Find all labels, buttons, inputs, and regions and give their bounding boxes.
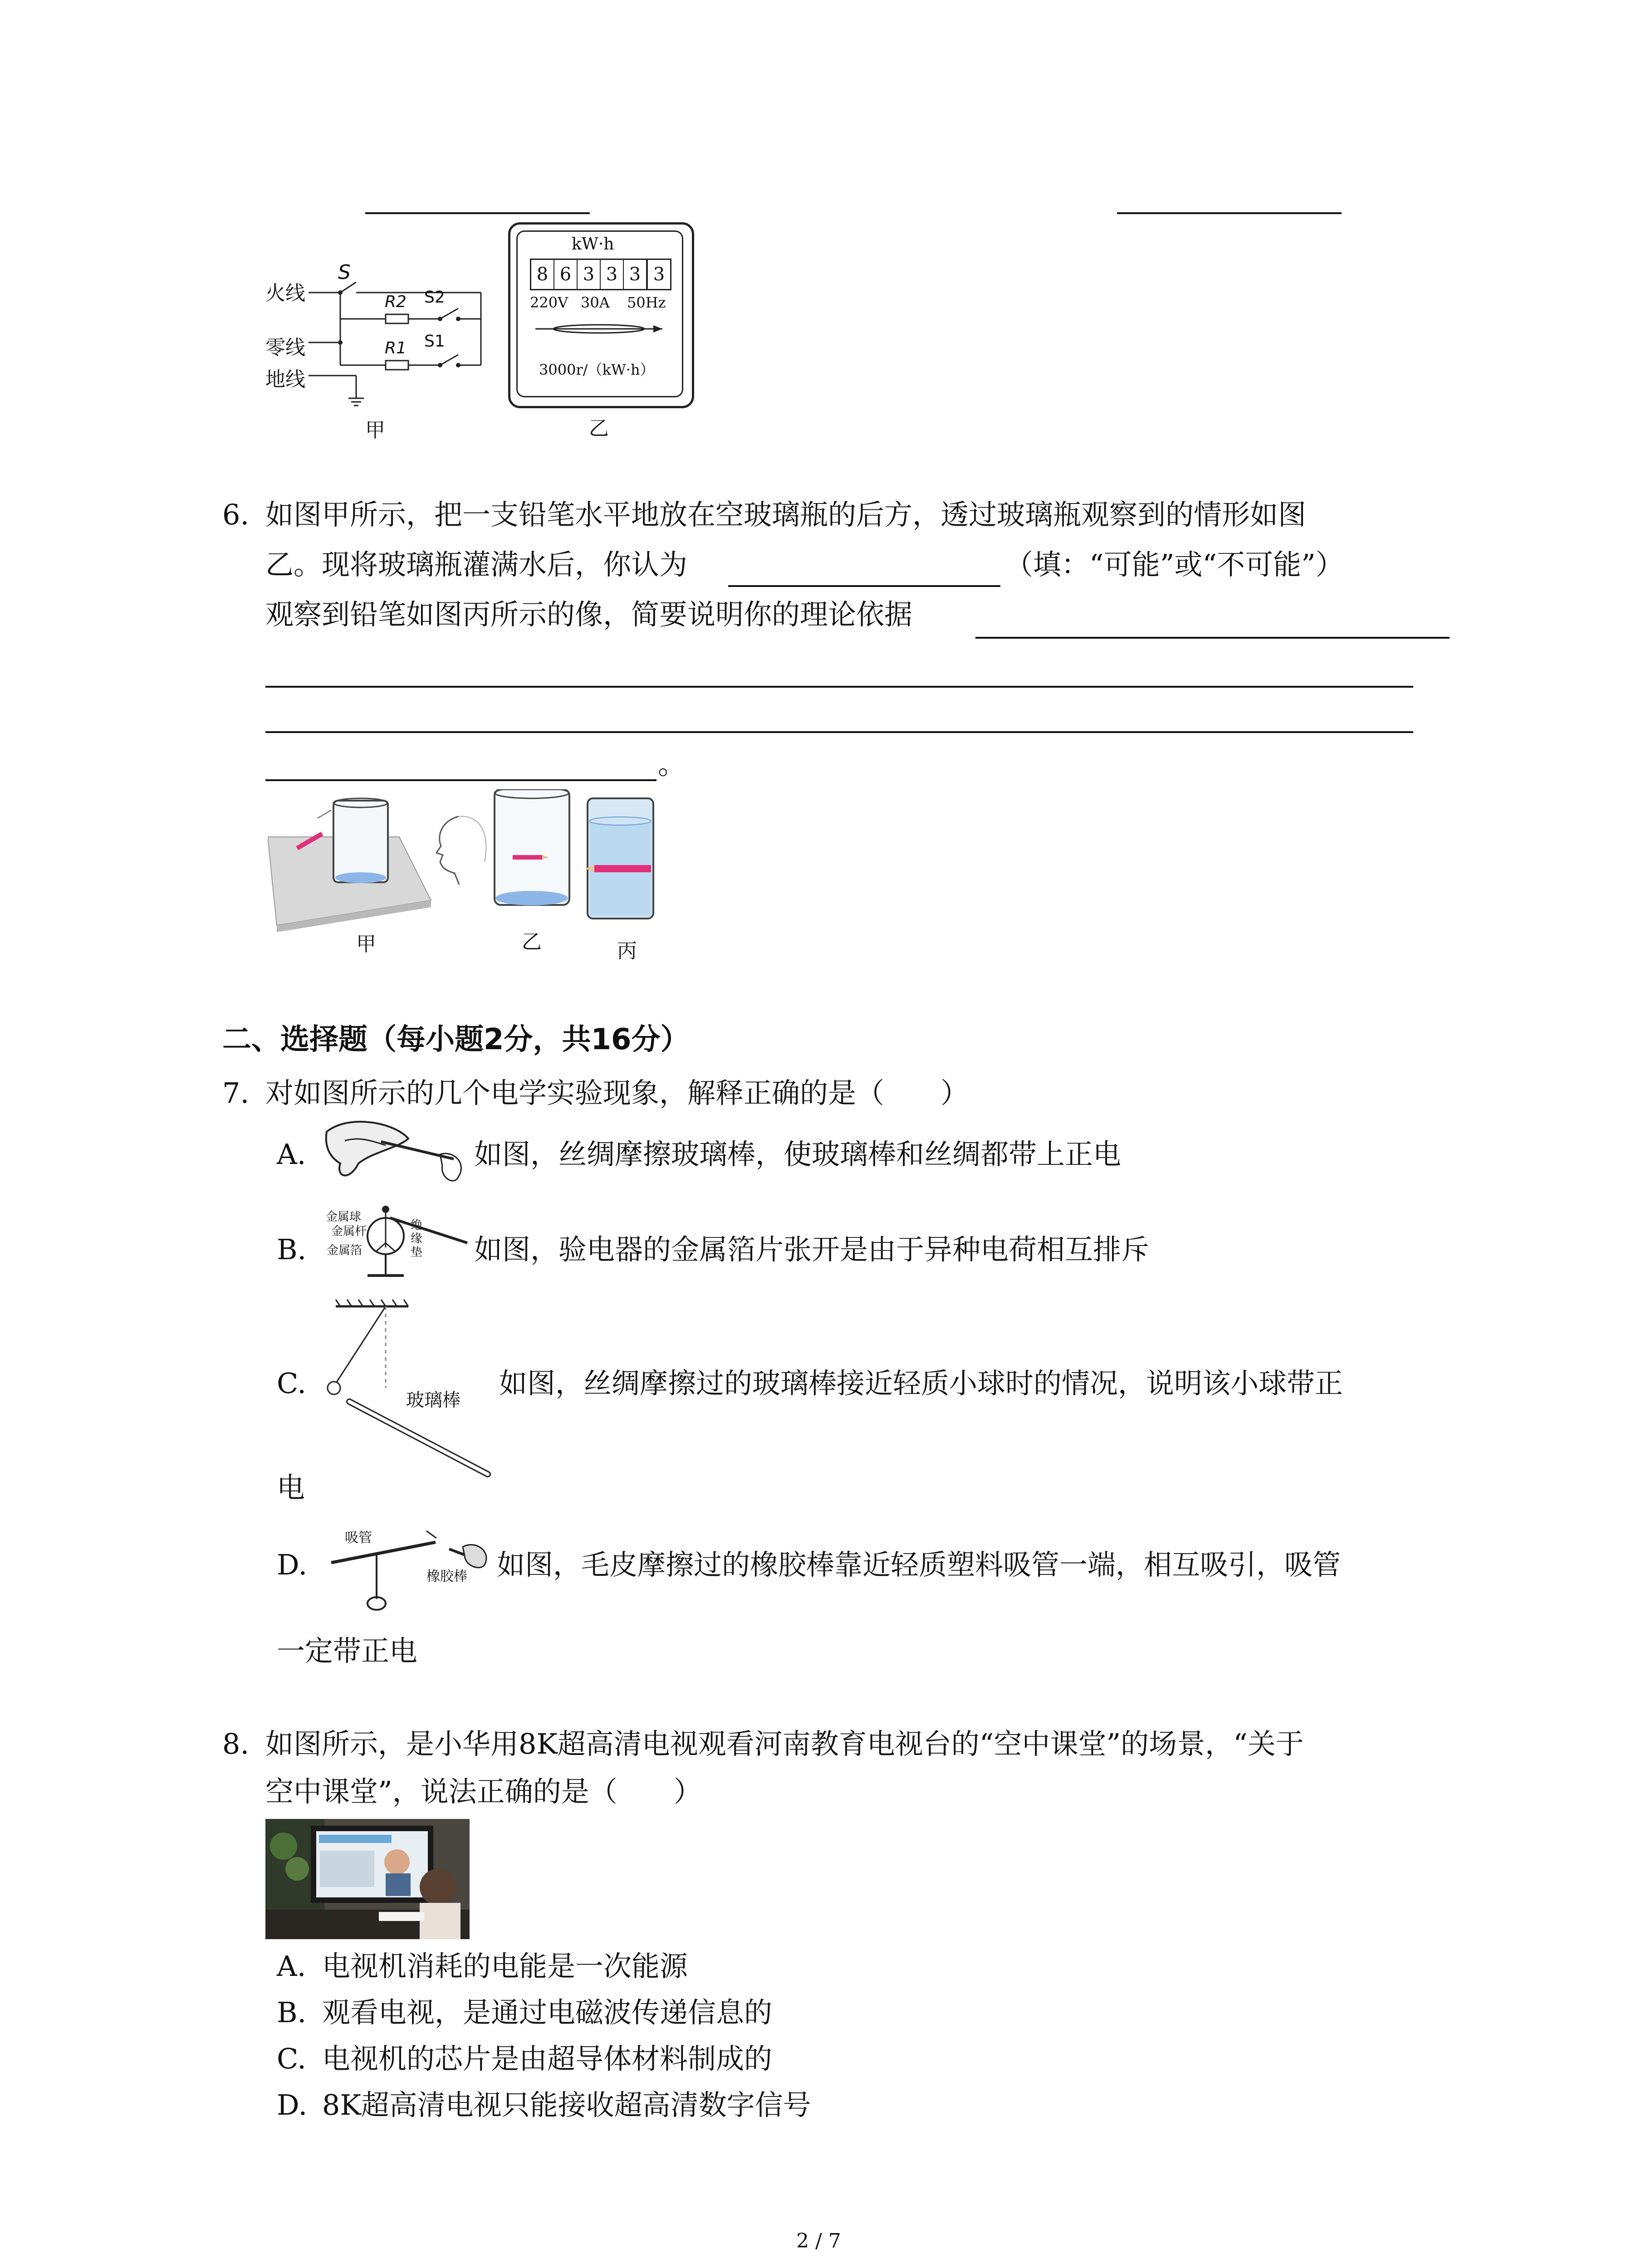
- q7-option-c-figure: [318, 1293, 499, 1483]
- q6-answer-blank-3: [265, 686, 1413, 688]
- q8-option-d-text: 8K超高清电视只能接收超高清数字信号: [322, 2088, 811, 2121]
- q8-tv-classroom-photo: [265, 1819, 470, 1939]
- figure-caption-yi-q6: 乙: [522, 930, 542, 953]
- q8-option-c-text: 电视机的芯片是由超导体材料制成的: [322, 2042, 773, 2075]
- q6-end-mark: 。: [658, 748, 686, 781]
- switch-s2-label: S2: [424, 288, 445, 307]
- page-number: 2 / 7: [796, 2229, 841, 2253]
- q6-line1: 如图甲所示，把一支铅笔水平地放在空玻璃瓶的后方，透过玻璃瓶观察到的情形如图: [265, 498, 1307, 531]
- meter-spec-voltage: 220V: [530, 294, 568, 311]
- section-heading-choice: 二、选择题（每小题2分，共16分）: [222, 1023, 690, 1056]
- q7-option-d-label: D.: [277, 1548, 308, 1581]
- electroscope-label-foil: 金属箔: [327, 1244, 362, 1257]
- electroscope-label-rod: 金属杆: [331, 1225, 367, 1238]
- electroscope-label-ins-2: 缘: [411, 1232, 423, 1246]
- electroscope-label-ins-1: 绝: [411, 1218, 423, 1232]
- q7-option-d-text-1: 如图，毛皮摩擦过的橡胶棒靠近轻质塑料吸管一端，相互吸引，吸管: [497, 1548, 1341, 1581]
- q8-option-d-label: D.: [277, 2088, 308, 2121]
- electricity-meter-figure: [508, 222, 699, 440]
- figure-caption-yi: 乙: [589, 417, 609, 440]
- straw-label: 吸管: [345, 1530, 372, 1546]
- q8-number: 8.: [222, 1727, 250, 1760]
- wire-label-neutral: 零线: [265, 336, 305, 359]
- q7-stem: 对如图所示的几个电学实验现象，解释正确的是（ ）: [265, 1076, 969, 1110]
- meter-digit: 6: [554, 260, 578, 289]
- q7-option-c-text-1: 如图，丝绸摩擦过的玻璃棒接近轻质小球时的情况，说明该小球带正: [499, 1367, 1343, 1400]
- q6-line2-part1: 乙。现将玻璃瓶灌满水后，你认为: [265, 548, 688, 581]
- wire-label-live: 火线: [265, 282, 305, 305]
- q6-figure: [268, 789, 721, 962]
- q8-line2: 空中课堂”，说法正确的是（ ）: [265, 1775, 702, 1808]
- q7-option-a-label: A.: [277, 1138, 306, 1171]
- q8-option-b-text: 观看电视，是通过电磁波传递信息的: [322, 1996, 773, 2029]
- q6-number: 6.: [222, 498, 250, 531]
- q8-option-a-text: 电视机消耗的电能是一次能源: [322, 1950, 688, 1983]
- electroscope-label-ball: 金属球: [326, 1210, 362, 1224]
- q7-option-b-figure: [318, 1198, 472, 1288]
- q6-answer-blank-5: [265, 779, 656, 781]
- q8-option-a-label: A.: [277, 1950, 306, 1983]
- q8-line1: 如图所示，是小华用8K超高清电视观看河南教育电视台的“空中课堂”的场景，“关于: [265, 1727, 1304, 1760]
- q7-number: 7.: [222, 1076, 250, 1110]
- q6-answer-blank-4: [265, 731, 1413, 733]
- silk-rubbing-glass-rod-image: [318, 1114, 472, 1188]
- answer-blank-top-left: [365, 212, 590, 214]
- q6-line3: 观察到铅笔如图丙所示的像，简要说明你的理论依据: [265, 598, 913, 631]
- meter-spec-current: 30A: [581, 294, 610, 311]
- q8-option-c-label: C.: [277, 2042, 306, 2075]
- q6-answer-blank-2: [975, 637, 1450, 639]
- q6-line2-part2: （填：“可能”或“不可能”）: [1005, 548, 1344, 581]
- rubber-rod-label: 橡胶棒: [426, 1569, 467, 1584]
- answer-blank-top-right: [1117, 212, 1342, 214]
- q7-option-a-text: 如图，丝绸摩擦玻璃棒，使玻璃棒和丝绸都带上正电: [474, 1138, 1122, 1171]
- meter-digit: 8: [531, 260, 554, 289]
- q7-option-b-label: B.: [277, 1233, 307, 1266]
- wire-label-ground: 地线: [265, 368, 305, 391]
- resistor-r1-label: R1: [385, 339, 407, 357]
- bottle-pencil-diagram: [268, 789, 721, 962]
- meter-reading-window: [530, 259, 671, 290]
- q7-option-c-text-2: 电: [277, 1471, 305, 1504]
- circuit-figure-jia: [263, 254, 499, 445]
- q6-answer-blank-1: [728, 585, 1000, 587]
- q7-option-a-figure: [318, 1114, 472, 1188]
- q7-option-d-text-2: 一定带正电: [277, 1634, 418, 1667]
- electroscope-label-ins-3: 垫: [411, 1246, 423, 1259]
- resistor-r2-label: R2: [385, 293, 407, 311]
- meter-digit: 3: [653, 264, 665, 285]
- q7-option-b-text: 如图，验电器的金属箔片张开是由于异种电荷相互排斥: [474, 1233, 1150, 1266]
- tv-photo-illustration: [265, 1819, 470, 1939]
- q8-option-b-label: B.: [277, 1996, 307, 2029]
- switch-s1-label: S1: [424, 332, 445, 351]
- meter-digit: 3: [578, 260, 601, 289]
- q7-option-c-label: C.: [277, 1367, 306, 1400]
- meter-constant: 3000r/（kW·h）: [539, 361, 655, 378]
- figure-caption-jia: 甲: [365, 419, 385, 442]
- meter-spec-frequency: 50Hz: [627, 294, 666, 311]
- meter-unit: kW·h: [572, 235, 614, 254]
- switch-s-label: S: [338, 261, 351, 284]
- q7-option-d-figure: [318, 1517, 499, 1617]
- meter-digit: 3: [601, 260, 624, 289]
- meter-digit: 3: [624, 260, 648, 289]
- figure-caption-jia-q6: 甲: [356, 933, 376, 956]
- figure-caption-bing-q6: 丙: [617, 939, 637, 963]
- meter-disk-arrow: [526, 320, 671, 338]
- glass-rod-label: 玻璃棒: [406, 1390, 460, 1411]
